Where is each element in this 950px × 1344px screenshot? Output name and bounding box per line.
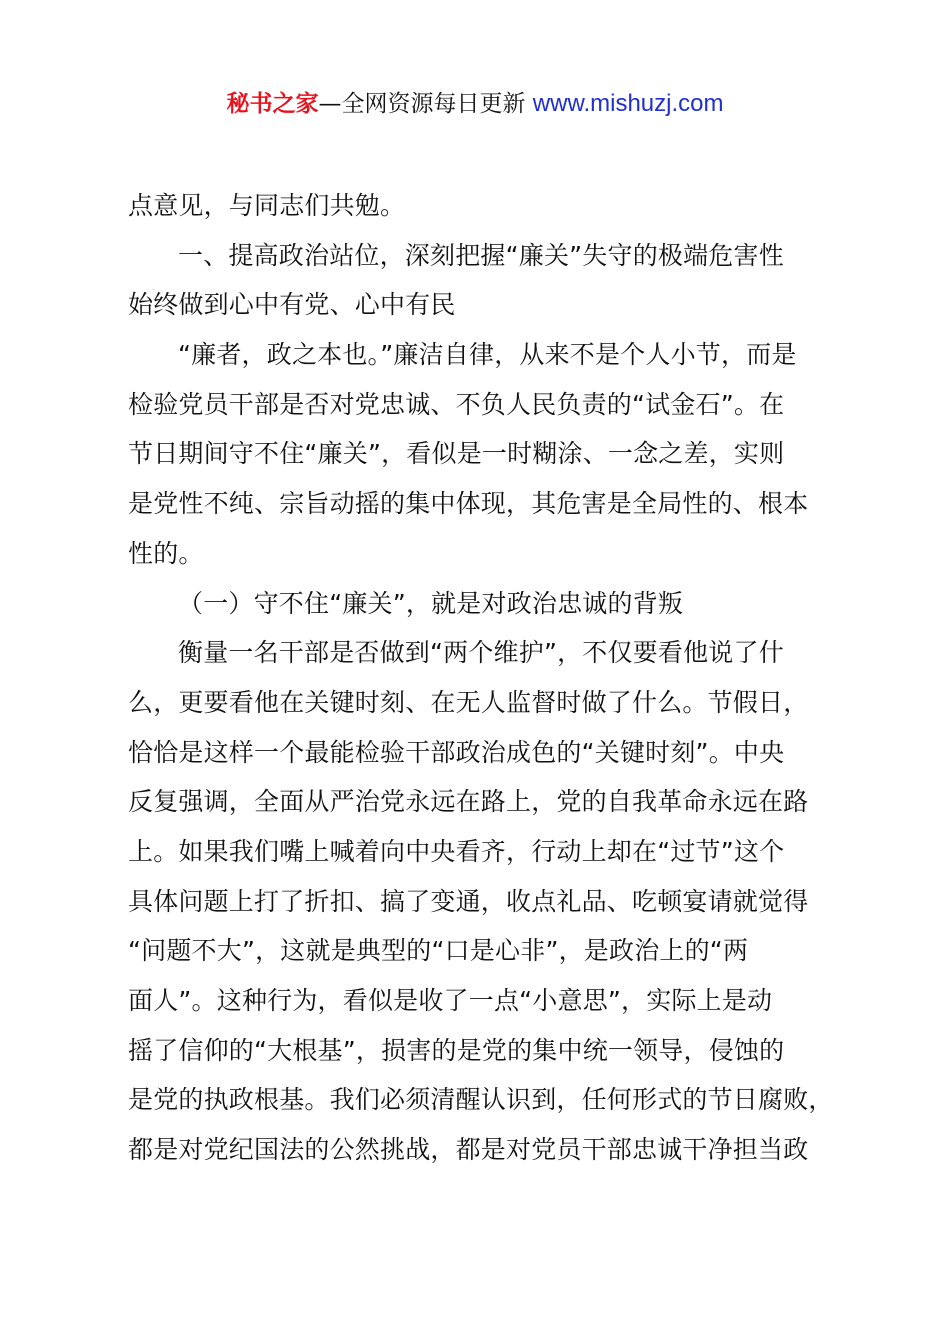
text-line: 恰恰是这样一个最能检验干部政治成色的“关键时刻”。中央 [128, 737, 785, 767]
text-line: “问题不大”，这就是典型的“口是心非”，是政治上的“两 [128, 936, 749, 966]
text-line: 么，更要看他在关键时刻、在无人监督时做了什么。节假日， [128, 687, 809, 717]
document-body [128, 181, 838, 1175]
text-line: 衡量一名干部是否做到“两个维护”，不仅要看他说了什 [178, 638, 784, 668]
site-url-link[interactable]: www.mishuzj.com [532, 90, 724, 117]
page-header [0, 88, 950, 120]
text-line: 都是对党纪国法的公然挑战，都是对党员干部忠诚干净担当政 [128, 1135, 809, 1165]
text-line: 性的。 [128, 538, 204, 568]
section-heading-line: 一、提高政治站位，深刻把握“廉关”失守的极端危害性 [178, 240, 784, 270]
text-line: 反复强调，全面从严治党永远在路上，党的自我革命永远在路 [128, 787, 809, 817]
text-line: 检验党员干部是否对党忠诚、不负人民负责的“试金石”。在 [128, 389, 785, 419]
subsection-heading-line: （一）守不住“廉关”，就是对政治忠诚的背叛 [178, 588, 684, 618]
brand-name: 秘书之家 [226, 91, 319, 117]
text-line: 上。如果我们嘴上喊着向中央看齐，行动上却在“过节”这个 [128, 836, 785, 866]
section-heading-line: 始终做到心中有党、心中有民 [128, 290, 456, 320]
text-line: 节日期间守不住“廉关”，看似是一时糊涂、一念之差，实则 [128, 439, 785, 469]
header-tagline: —全网资源每日更新 [318, 91, 526, 117]
text-line: 点意见，与同志们共勉。 [128, 191, 406, 220]
text-line: 面人”。这种行为，看似是收了一点“小意思”，实际上是动 [128, 986, 773, 1015]
text-line: 摇了信仰的“大根基”，损害的是党的集中统一领导，侵蚀的 [128, 1035, 785, 1065]
text-line: “廉者，政之本也。”廉洁自律，从来不是个人小节，而是 [178, 340, 797, 370]
text-line: 具体问题上打了折扣、搞了变通，收点礼品、吃顿宴请就觉得 [128, 886, 809, 916]
text-line: 是党性不纯、宗旨动摇的集中体现，其危害是全局性的、根本 [128, 489, 809, 519]
text-line: 是党的执政根基。我们必须清醒认识到，任何形式的节日腐败， [128, 1085, 834, 1115]
